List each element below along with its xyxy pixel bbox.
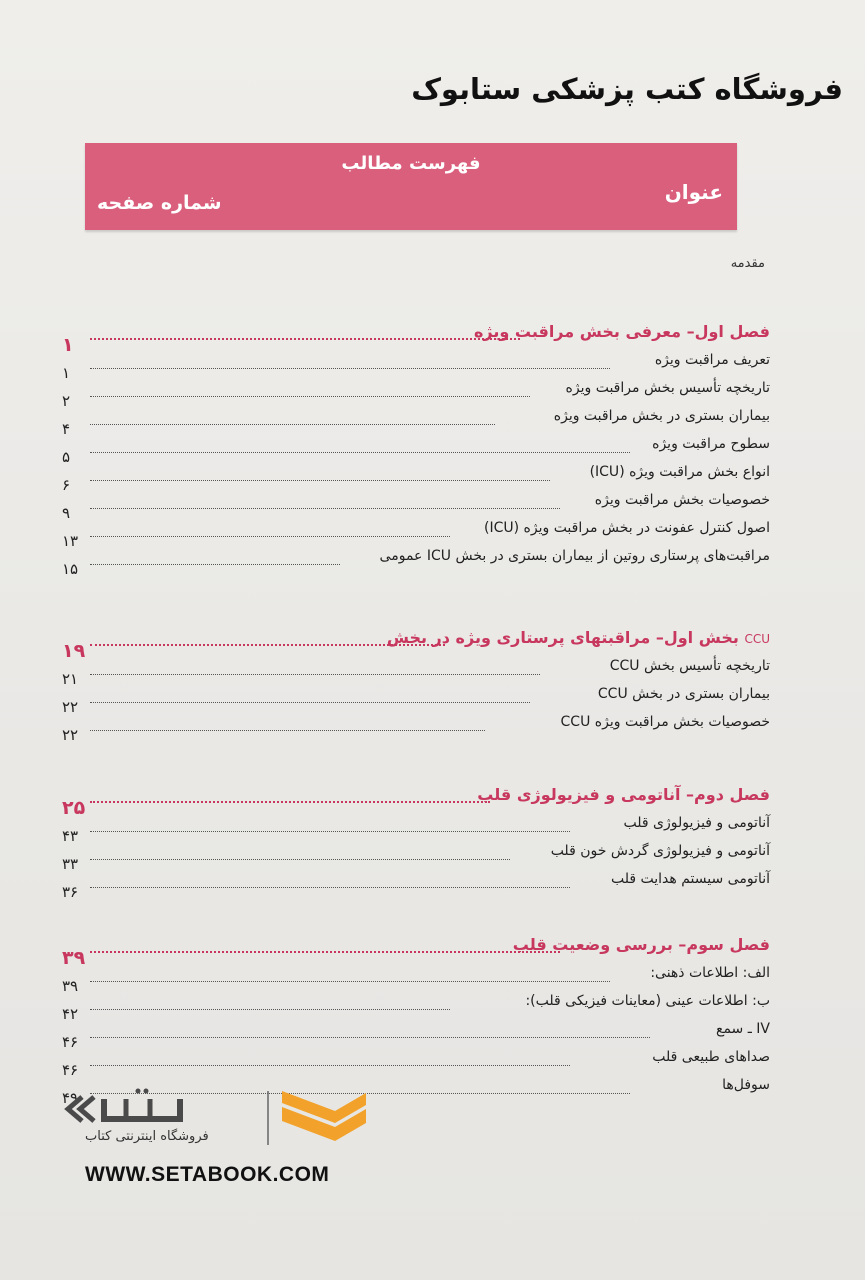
toc-dots [90,452,630,453]
toc-row[interactable] [62,1021,770,1049]
chapter-heading[interactable] [62,628,770,662]
toc-row[interactable] [62,714,770,742]
chapter-page-number: ۱ [62,334,74,356]
toc-entry-page: ۶ [62,476,71,494]
toc-entry-label: انواع بخش مراقبت ویژه (ICU) [589,464,770,480]
toc-row[interactable] [62,815,770,843]
toc-entry-label: آناتومی و فیزیولوژی قلب [623,815,770,831]
column-page-label: شماره صفحه [97,192,222,214]
toc-row[interactable] [62,436,770,464]
toc-entry-page: ۱ [62,364,71,382]
toc-row[interactable] [62,520,770,548]
chapter-leader [90,951,560,953]
toc-entry-label: سوفل‌ها [722,1077,770,1093]
toc-dots [90,831,570,832]
toc-entry-label: اصول کنترل عفونت در بخش مراقبت ویژه (ICU) [483,520,770,536]
chapter-title: فصل سوم– بررسی وضعیت قلب [512,935,770,954]
toc-row[interactable] [62,993,770,1021]
toc-entry-label: بیماران بستری در بخش CCU [597,686,770,702]
toc-entry-label: تاریخچه تأسیس بخش مراقبت ویژه [565,380,770,396]
chapter-heading[interactable] [62,785,770,819]
toc-entry-label: صداهای طبیعی قلب [652,1049,770,1065]
toc-dots [90,536,450,537]
toc-entry-label: آناتومی سیستم هدایت قلب [610,871,770,887]
toc-entry-page: ۱۳ [62,532,79,550]
toc-section [62,628,770,742]
toc-dots [90,859,510,860]
chapter-page-number: ۳۹ [62,947,86,969]
toc-entry-label: ب: اطلاعات عینی (معاینات فیزیکی قلب): [525,993,770,1009]
toc-dots [90,424,495,425]
chapter-heading[interactable] [62,935,770,969]
toc-row[interactable] [62,658,770,686]
toc-row[interactable] [62,843,770,871]
toc-entry-label: تعریف مراقبت ویژه [654,352,770,368]
toc-section [62,935,770,1105]
toc-row[interactable] [62,871,770,899]
toc-entry-page: ۲۱ [62,670,79,688]
toc-row[interactable] [62,464,770,492]
chapter-title-latin: CCU [744,632,770,646]
toc-entry-page: ۴ [62,420,71,438]
toc-row[interactable] [62,965,770,993]
toc-entry-page: ۱۵ [62,560,79,578]
chapter-page-number: ۲۵ [62,797,86,819]
toc-row[interactable] [62,408,770,436]
toc-entry-page: ۴۳ [62,827,79,845]
store-title: فروشگاه کتب پزشکی ستابوک [411,72,843,106]
toc-dots [90,480,550,481]
toc-section [62,322,770,576]
toc-entry-label: خصوصیات بخش مراقبت ویژه CCU [560,714,770,730]
toc-row[interactable] [62,548,770,576]
toc-row[interactable] [62,352,770,380]
chapter-page-number: ۱۹ [62,640,86,662]
chapter-title: فصل دوم– آناتومی و فیزیولوژی قلب [477,785,770,804]
column-title-label: عنوان [664,180,723,204]
toc-entry-page: ۵ [62,448,71,466]
toc-dots [90,730,485,731]
toc-entry-page: ۲۲ [62,726,79,744]
toc-dots [90,508,560,509]
intro-label: مقدمه [730,256,765,271]
toc-dots [90,981,610,982]
toc-entry-label: سطوح مراقبت ویژه [652,436,770,452]
chapter-title: فصل اول– معرفی بخش مراقبت ویژه [473,322,770,341]
toc-entry-label: آناتومی و فیزیولوژی گردش خون قلب [550,843,770,859]
toc-entry-page: ۲ [62,392,71,410]
toc-entry-page: ۳۹ [62,977,79,995]
toc-dots [90,396,530,397]
setabook-logo-mark [60,1085,380,1155]
chapter-heading[interactable] [62,322,770,356]
toc-entry-label: IV ـ سمع [716,1021,770,1037]
chapter-title-text: بخش اول– مراقبتهای پرستاری ویژه در بخش [386,628,739,647]
chapter-leader [90,644,445,646]
toc-title: فهرست مطالب [341,153,481,174]
toc-row[interactable] [62,686,770,714]
toc-section [62,785,770,899]
toc-entry-label: تاریخچه تأسیس بخش CCU [609,658,770,674]
toc-entry-page: ۳۶ [62,883,79,901]
toc-row[interactable] [62,492,770,520]
toc-row[interactable] [62,380,770,408]
toc-dots [90,887,570,888]
website-url[interactable]: WWW.SETABOOK.COM [85,1163,330,1186]
setabook-logo [60,1085,380,1185]
toc-entry-page: ۴۹ [62,1089,79,1107]
toc-entry-page: ۴۶ [62,1061,79,1079]
toc-entry-label: خصوصیات بخش مراقبت ویژه [594,492,770,508]
toc-entry-label: الف: اطلاعات ذهنی: [650,965,770,981]
toc-dots [90,1009,450,1010]
toc-entry-page: ۴۶ [62,1033,79,1051]
toc-row[interactable] [62,1049,770,1077]
toc-dots [90,1065,570,1066]
toc-entry-page: ۴۲ [62,1005,79,1023]
toc-entry-label: مراقبت‌های پرستاری روتین از بیماران بستری در بخش ICU عمومی [379,548,770,564]
toc-dots [90,564,340,565]
toc-entry-label: بیماران بستری در بخش مراقبت ویژه [553,408,770,424]
toc-dots [90,702,530,703]
toc-entry-page: ۹ [62,504,71,522]
toc-entry-page: ۲۲ [62,698,79,716]
logo-brand-text: فروشگاه اینترنتی کتاب [85,1129,209,1144]
toc-dots [90,368,610,369]
toc-dots [90,674,540,675]
chapter-leader [90,338,520,340]
toc-entry-page: ۳۳ [62,855,79,873]
toc-dots [90,1037,650,1038]
toc-header [85,143,737,230]
chapter-leader [90,801,490,803]
